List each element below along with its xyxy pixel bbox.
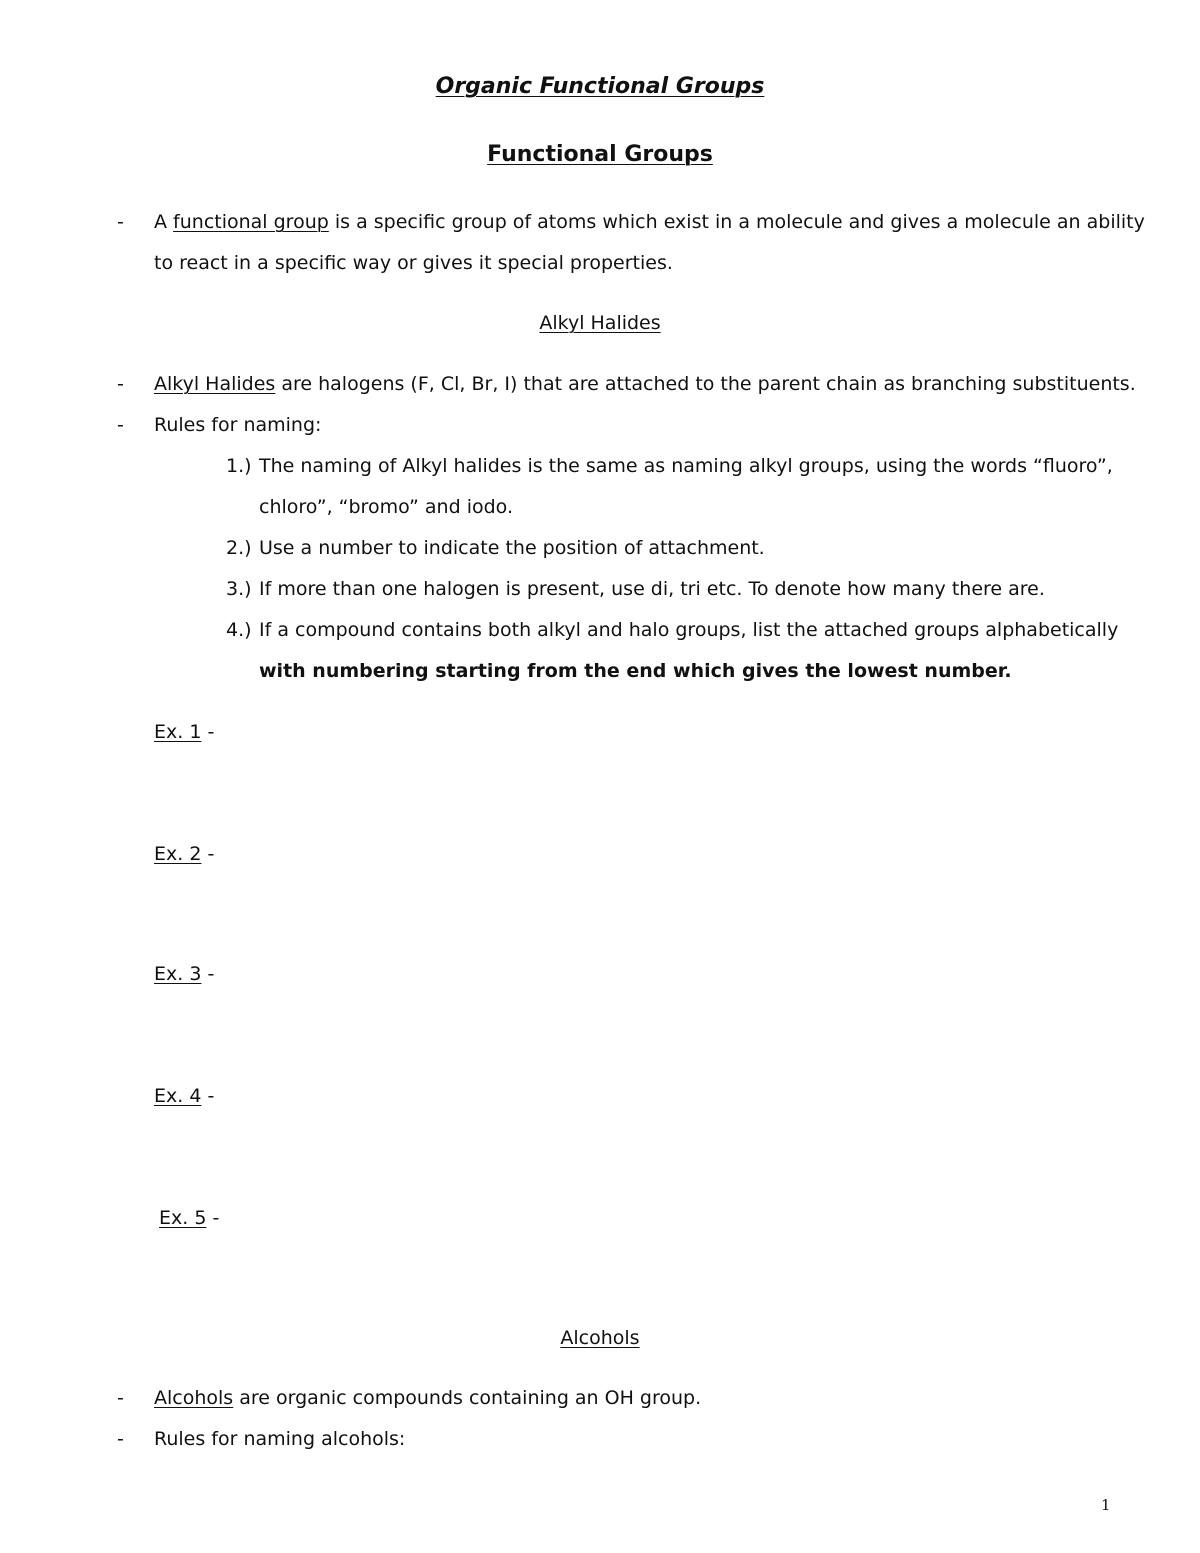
rule-number: 2.) — [226, 537, 252, 559]
section-title-text: Functional Groups — [487, 142, 713, 167]
alkyl-definition-term: Alkyl Halides — [154, 373, 276, 395]
rule-text: Use a number to indicate the position of attachment. — [259, 537, 765, 559]
bullet-dash: - — [117, 211, 124, 233]
example-label — [159, 1206, 219, 1230]
alkyl-rules-label: Rules for naming: — [154, 414, 322, 436]
page-title — [0, 75, 1200, 99]
bullet-dash: - — [117, 373, 124, 395]
alkyl-halides-heading-text: Alkyl Halides — [539, 312, 661, 334]
intro-line-2: to react in a specific way or gives it special properties. — [154, 252, 673, 274]
rule-number: 1.) — [226, 455, 252, 477]
section-title — [0, 143, 1200, 167]
example-dash: - — [206, 1207, 220, 1229]
intro-text: is a specific group of atoms which exist in a molecule and gives a molecule an ability — [328, 211, 1145, 233]
rule-text: The naming of Alkyl halides is the same as naming alkyl groups, using the words “fluoro”, — [259, 455, 1113, 477]
intro-line-1 — [154, 210, 1145, 234]
example-label — [154, 842, 214, 866]
example-number: Ex. 5 — [159, 1207, 207, 1229]
example-dash: - — [201, 721, 215, 743]
example-number: Ex. 1 — [154, 721, 202, 743]
bullet-dash: - — [117, 1387, 124, 1409]
rule-text: If a compound contains both alkyl and halo groups, list the attached groups alphabetically — [259, 619, 1119, 641]
example-label — [154, 962, 214, 986]
rule-number: 3.) — [226, 578, 252, 600]
rule-text-continued: chloro”, “bromo” and iodo. — [259, 496, 513, 518]
alcohols-definition-text: are organic compounds containing an OH group. — [233, 1387, 702, 1409]
alcohols-definition-term: Alcohols — [154, 1387, 234, 1409]
intro-pre: A — [154, 211, 174, 233]
rule-text-emphasis: with numbering starting from the end which gives the lowest number. — [259, 660, 1012, 682]
bullet-dash: - — [117, 1428, 124, 1450]
bullet-dash: - — [117, 414, 124, 436]
page-title-text: Organic Functional Groups — [435, 74, 765, 99]
example-dash: - — [201, 843, 215, 865]
example-number: Ex. 3 — [154, 963, 202, 985]
rule-number: 4.) — [226, 619, 252, 641]
alkyl-definition-text: are halogens (F, Cl, Br, I) that are attached to the parent chain as branching substituents. — [275, 373, 1136, 395]
alcohols-heading-text: Alcohols — [560, 1327, 640, 1349]
intro-term: functional group — [173, 211, 329, 233]
example-label — [154, 1084, 214, 1108]
alcohols-rules-label: Rules for naming alcohols: — [154, 1428, 406, 1450]
example-label — [154, 720, 214, 744]
alcohols-heading — [0, 1326, 1200, 1350]
alcohols-definition — [154, 1386, 701, 1410]
example-number: Ex. 4 — [154, 1085, 202, 1107]
example-number: Ex. 2 — [154, 843, 202, 865]
example-dash: - — [201, 1085, 215, 1107]
alkyl-definition — [154, 372, 1136, 396]
alkyl-halides-heading — [0, 311, 1200, 335]
page-number: 1 — [1101, 1496, 1111, 1514]
rule-text: If more than one halogen is present, use di, tri etc. To denote how many there are. — [259, 578, 1045, 600]
example-dash: - — [201, 963, 215, 985]
